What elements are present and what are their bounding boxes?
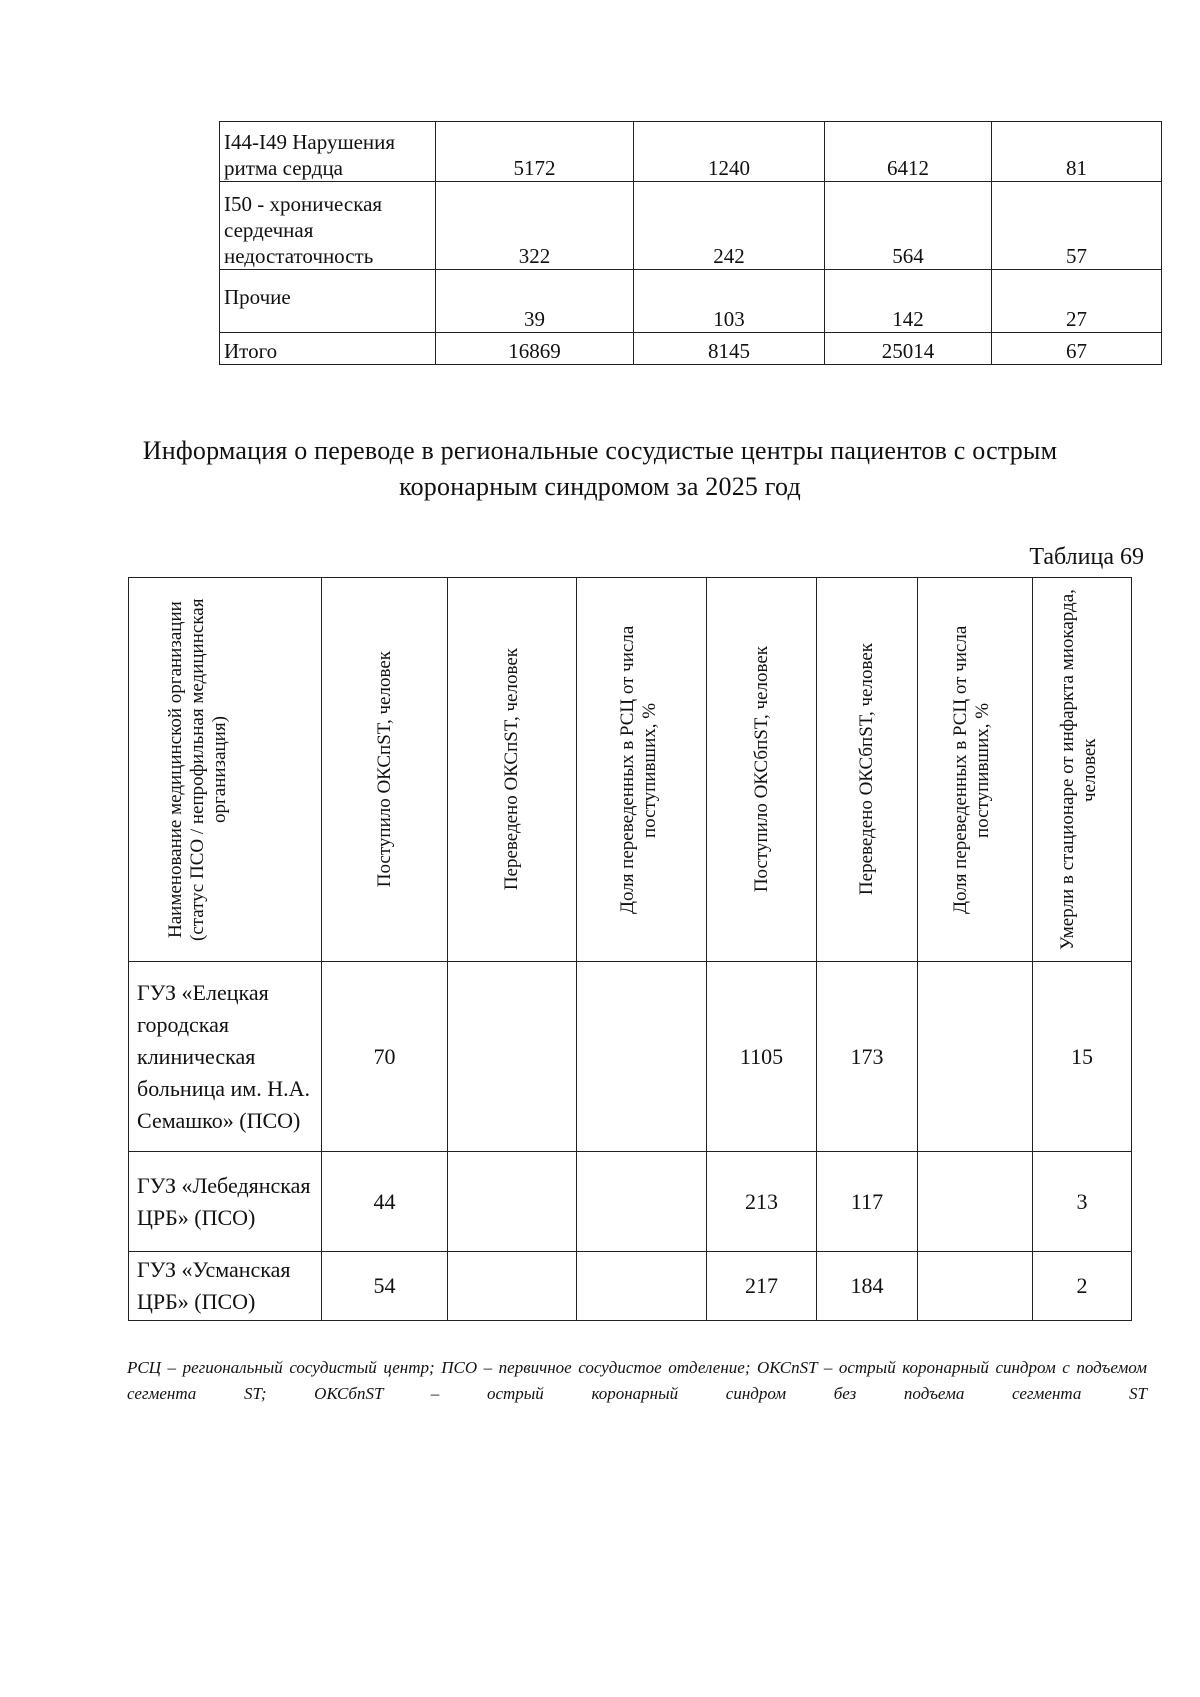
header-cell [918,578,1033,962]
cell: 5172 [436,122,634,182]
cell: 70 [322,962,448,1152]
table-row [220,122,1162,182]
header-row [129,578,1132,962]
cell [448,1252,577,1321]
cell [577,1252,707,1321]
cell [448,962,577,1152]
cell: 2 [1033,1252,1132,1321]
header-share-stemi: Доля переведенных в РСЦ от числа поступивших, % [616,625,660,914]
cell: 142 [825,270,992,333]
transfer-table [128,577,1132,1321]
header-cell [577,578,707,962]
section-heading: Информация о переводе в региональные сосудистые центры пациентов с острым коронарным синдромом за 2025 год [142,436,1058,501]
cell: 1240 [634,122,825,182]
cell: 15 [1033,962,1132,1152]
table-row [129,1252,1132,1321]
header-org: Наименование медицинской организации (статус ПСО / непрофильная медицинская организация) [165,598,230,941]
row-name: I50 - хроническая сердечная недостаточность [220,182,436,270]
cell: 213 [707,1152,817,1252]
cell: 322 [436,182,634,270]
table-row [220,270,1162,333]
org-name: ГУЗ «Лебедянская ЦРБ» (ПСО) [129,1152,322,1252]
cell: 54 [322,1252,448,1321]
cell: 173 [817,962,918,1152]
cell: 67 [992,333,1162,365]
header-transferred-nstemi: Переведено ОКСбпST, человек [856,643,877,896]
cell [918,1152,1033,1252]
cell [448,1152,577,1252]
header-cell [448,578,577,962]
header-admitted-stemi: Поступило ОКСпST, человек [373,651,395,888]
header-died: Умерли в стационаре от инфаркта миокарда, человек [1057,589,1100,950]
row-name: I44-I49 Нарушения ритма сердца [220,122,436,182]
cell: 103 [634,270,825,333]
header-admitted-nstemi: Поступило ОКСбпST, человек [750,646,772,893]
cell: 117 [817,1152,918,1252]
header-cell [707,578,817,962]
footnote-text: РСЦ – региональный сосудистый центр; ПСО – первичное сосудистое отделение; ОКСпST – острый коронарный синдром с подъемом сегмента ST; ОКСбпST – острый коронарный синдром без подъема сегмента ST [127,1358,1147,1403]
table-row [129,1152,1132,1252]
cell: 25014 [825,333,992,365]
cell [577,962,707,1152]
cell: 44 [322,1152,448,1252]
cell [918,962,1033,1152]
cell [577,1152,707,1252]
header-cell [817,578,918,962]
header-cell [322,578,448,962]
row-name: Прочие [220,270,436,333]
org-name: ГУЗ «Елецкая городская клиническая больница им. Н.А. Семашко» (ПСО) [129,962,322,1152]
cell: 6412 [825,122,992,182]
table-row [220,333,1162,365]
cell: 3 [1033,1152,1132,1252]
header-transferred-stemi: Переведено ОКСпST, человек [501,648,522,891]
table-row [129,962,1132,1152]
cell: 217 [707,1252,817,1321]
header-cell [1033,578,1132,962]
row-name: Итого [220,333,436,365]
header-share-nstemi: Доля переведенных в РСЦ от числа поступивших, % [950,625,993,914]
cell: 57 [992,182,1162,270]
cell [918,1252,1033,1321]
cell: 81 [992,122,1162,182]
top-summary-table [219,121,1162,365]
cell: 1105 [707,962,817,1152]
header-cell [129,578,322,962]
table-row [220,182,1162,270]
cell: 16869 [436,333,634,365]
cell: 8145 [634,333,825,365]
cell: 39 [436,270,634,333]
cell: 242 [634,182,825,270]
table-number-label: Таблица 69 [1029,544,1144,570]
cell: 564 [825,182,992,270]
org-name: ГУЗ «Усманская ЦРБ» (ПСО) [129,1252,322,1321]
cell: 184 [817,1252,918,1321]
cell: 27 [992,270,1162,333]
